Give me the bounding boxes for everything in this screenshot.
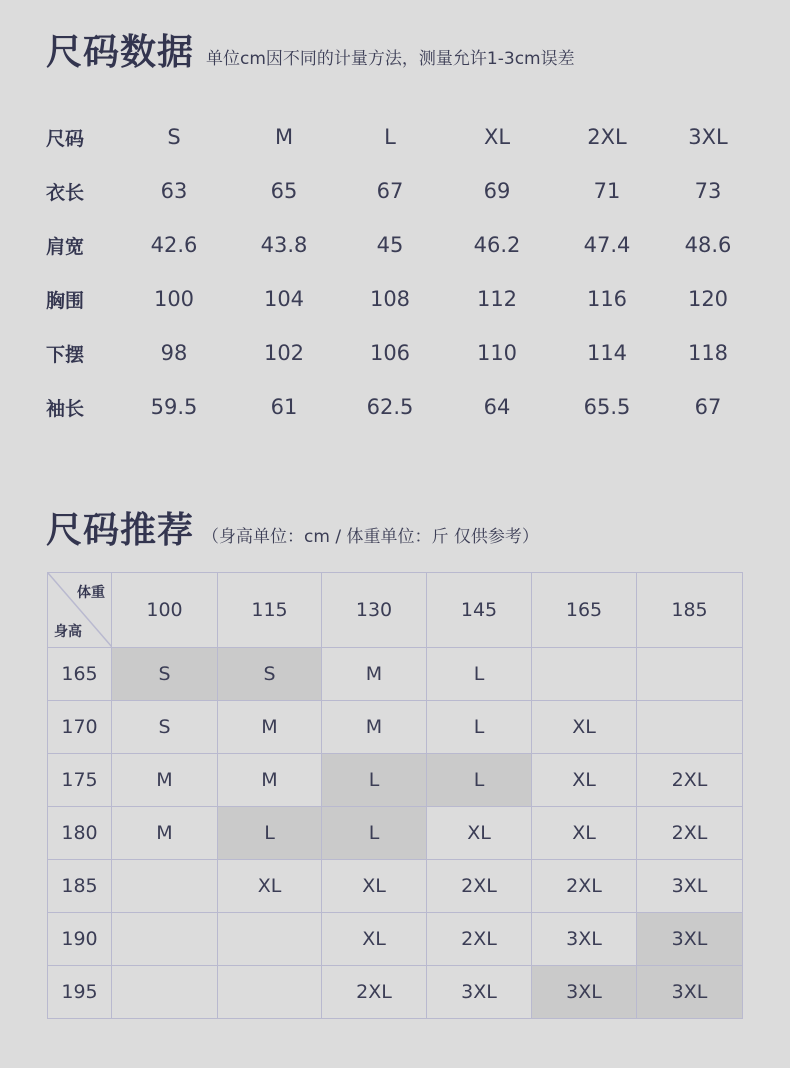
recommend-corner-cell [48,573,112,648]
size-data-header [46,24,575,75]
size-data-cell: 110 [476,341,518,365]
size-data-row [46,218,756,272]
size-data-table [46,110,756,434]
size-data-subtitle: 单位cm因不同的计量方法，测量允许1-3cm误差 [206,49,575,69]
recommend-size-cell [637,648,743,701]
recommend-size-cell: 2XL [427,913,532,966]
recommend-size-cell [218,966,322,1019]
recommend-row [48,966,743,1019]
weight-header-cell: 130 [322,573,427,648]
recommend-size-cell: 3XL [637,966,743,1019]
size-data-cell: 64 [483,395,511,419]
recommend-size-cell [637,701,743,754]
size-data-cell: 61 [270,395,298,419]
size-data-cell: 114 [586,341,628,365]
size-data-cell: 98 [160,341,188,365]
height-header-cell: 175 [48,754,112,807]
recommend-size-cell: S [112,701,218,754]
weight-header-cell: 115 [218,573,322,648]
size-data-row [46,326,756,380]
recommend-size-cell: 3XL [637,913,743,966]
recommend-size-cell: XL [532,807,637,860]
recommend-size-cell: M [218,754,322,807]
recommend-size-cell: L [322,807,427,860]
height-header-cell: 190 [48,913,112,966]
size-data-row [46,272,756,326]
recommend-row [48,807,743,860]
size-data-cell: 3XL [688,125,728,149]
recommend-size-cell [112,913,218,966]
recommend-row [48,913,743,966]
size-data-row-label: 袖长 [46,397,85,420]
recommend-size-cell: 2XL [532,860,637,913]
recommend-size-cell [532,648,637,701]
recommend-row [48,860,743,913]
size-data-row-label: 胸围 [46,289,85,312]
height-header-cell: 185 [48,860,112,913]
recommend-size-cell [112,860,218,913]
recommend-size-cell: XL [218,860,322,913]
size-data-cell: 120 [687,287,729,311]
size-data-cell: 100 [153,287,195,311]
recommend-size-cell: M [322,701,427,754]
recommend-size-cell: S [218,648,322,701]
size-data-cell: 108 [369,287,411,311]
recommend-size-cell: XL [427,807,532,860]
size-data-cell: 104 [263,287,305,311]
recommend-size-cell: L [218,807,322,860]
height-header-cell: 180 [48,807,112,860]
height-header-cell: 170 [48,701,112,754]
size-data-cell: 48.6 [684,233,732,257]
size-data-cell: 73 [694,179,722,203]
size-data-cell: 59.5 [150,395,198,419]
size-data-cell: 116 [586,287,628,311]
recommend-size-cell: 2XL [322,966,427,1019]
weight-header-cell: 100 [112,573,218,648]
size-data-cell: 42.6 [150,233,198,257]
size-data-cell: 112 [476,287,518,311]
recommend-size-cell: 3XL [532,966,637,1019]
recommend-size-cell: 3XL [532,913,637,966]
recommend-size-cell: XL [532,754,637,807]
size-data-cell: S [167,125,181,149]
recommend-size-cell: M [218,701,322,754]
size-data-cell: 62.5 [366,395,414,419]
size-recommend-header [46,502,539,553]
size-data-cell: 47.4 [583,233,631,257]
recommend-size-cell: M [112,807,218,860]
size-data-cell: L [384,125,396,149]
size-recommend-subtitle: （身高单位：cm / 体重单位：斤 仅供参考） [202,527,539,547]
recommend-size-cell: L [427,701,532,754]
size-data-row-label: 衣长 [46,181,85,204]
weight-header-cell: 145 [427,573,532,648]
size-data-cell: 45 [376,233,404,257]
recommend-size-cell [112,966,218,1019]
recommend-size-cell: 2XL [637,754,743,807]
recommend-size-cell: L [427,754,532,807]
recommend-size-cell: L [322,754,427,807]
size-data-cell: 63 [160,179,188,203]
size-data-cell: 65.5 [583,395,631,419]
size-recommend-table [47,572,743,1019]
corner-height-label: 身高 [54,624,82,640]
recommend-row [48,701,743,754]
size-data-cell: 102 [263,341,305,365]
height-header-cell: 165 [48,648,112,701]
size-data-body [46,110,756,434]
recommend-size-cell: M [322,648,427,701]
height-header-cell: 195 [48,966,112,1019]
recommend-size-cell: XL [322,913,427,966]
size-data-title: 尺码数据 [46,32,195,73]
weight-header-cell: 185 [637,573,743,648]
recommend-size-cell: S [112,648,218,701]
recommend-size-cell: L [427,648,532,701]
size-data-cell: 67 [376,179,404,203]
recommend-header-row [48,573,743,648]
size-data-row [46,164,756,218]
recommend-size-cell: XL [322,860,427,913]
size-data-cell: 65 [270,179,298,203]
recommend-size-cell: 2XL [637,807,743,860]
size-data-row [46,380,756,434]
weight-header-cell: 165 [532,573,637,648]
size-data-cell: 2XL [587,125,627,149]
size-data-row-label: 下摆 [46,343,85,366]
recommend-row [48,648,743,701]
size-data-cell: 69 [483,179,511,203]
size-data-cell: 118 [687,341,729,365]
recommend-size-cell: 2XL [427,860,532,913]
size-data-row [46,110,756,164]
size-data-row-label: 尺码 [46,127,85,150]
recommend-size-cell [218,913,322,966]
size-data-cell: 106 [369,341,411,365]
size-recommend-body [48,573,743,1019]
size-data-cell: 71 [593,179,621,203]
size-data-cell: 67 [694,395,722,419]
size-data-cell: XL [483,125,511,149]
recommend-size-cell: 3XL [427,966,532,1019]
size-data-cell: 46.2 [473,233,521,257]
size-data-cell: M [274,125,294,149]
recommend-size-cell: 3XL [637,860,743,913]
recommend-row [48,754,743,807]
size-data-cell: 43.8 [260,233,308,257]
corner-weight-label: 体重 [77,585,105,601]
size-recommend-title: 尺码推荐 [46,510,195,551]
size-data-row-label: 肩宽 [46,235,85,258]
recommend-size-cell: M [112,754,218,807]
recommend-size-cell: XL [532,701,637,754]
